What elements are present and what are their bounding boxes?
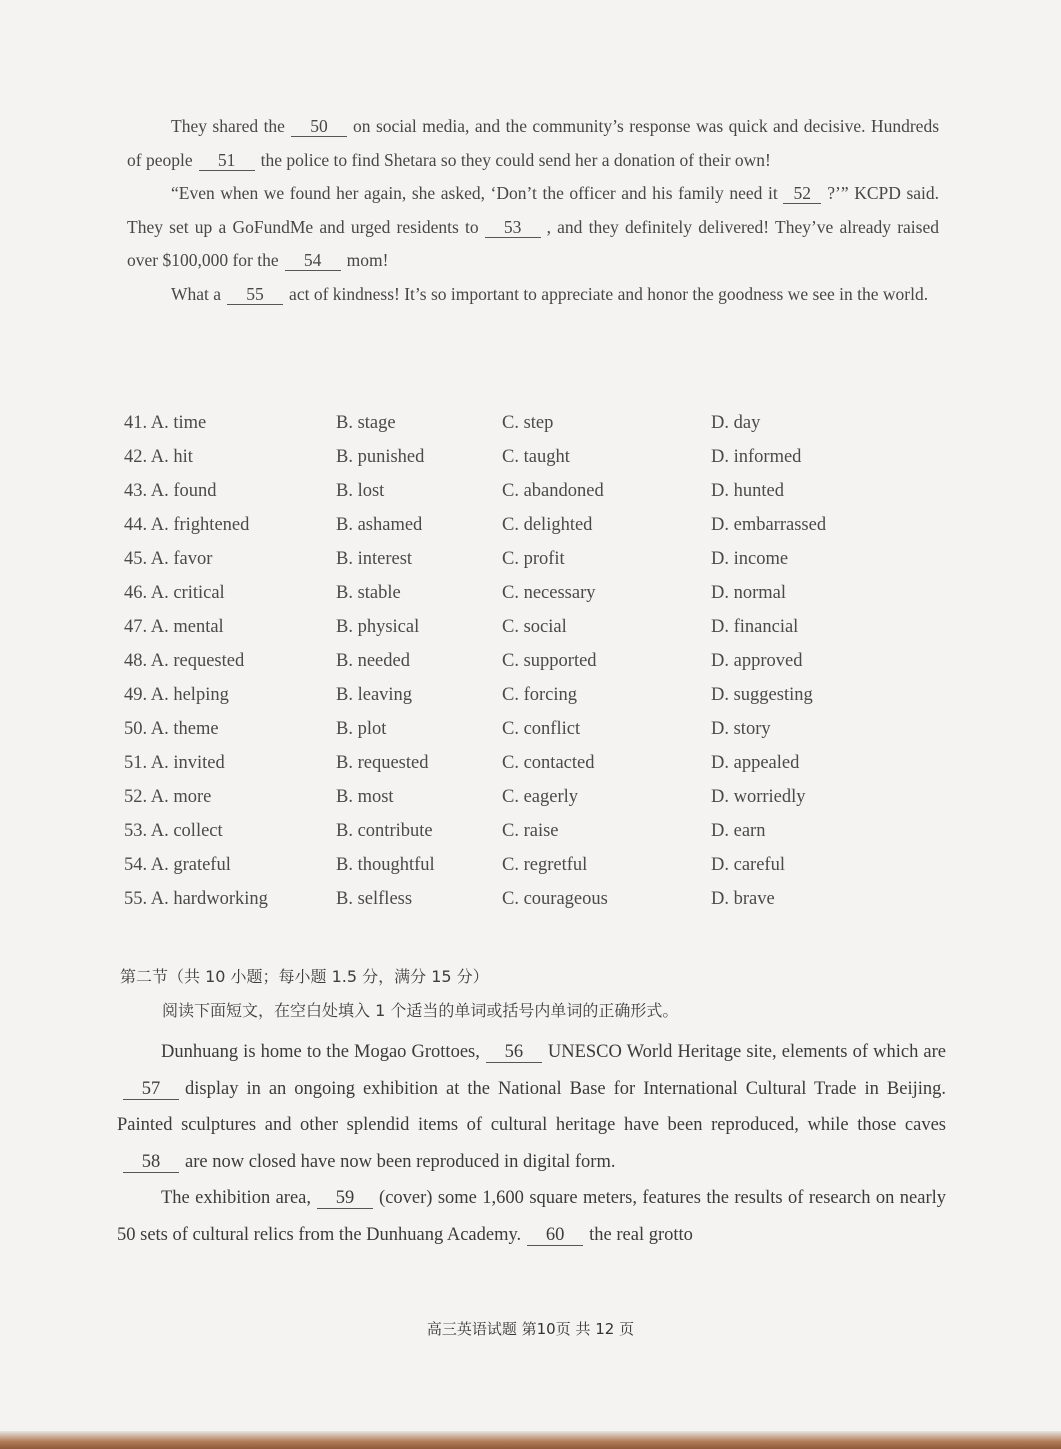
option-row bbox=[124, 753, 884, 787]
option-c: C. taught bbox=[502, 447, 570, 467]
text-segment: act of kindness! It’s so important to appreciate and honor the goodness we see in the world. bbox=[289, 283, 929, 304]
blank-51: 51 bbox=[199, 151, 255, 171]
option-d: D. careful bbox=[711, 855, 785, 875]
option-d: D. income bbox=[711, 549, 789, 569]
option-b: B. requested bbox=[336, 753, 429, 773]
text-segment: the police to find Shetara so they could send her a donation of their own! bbox=[260, 149, 771, 170]
option-b: B. physical bbox=[336, 617, 420, 637]
blank-59: 59 bbox=[317, 1189, 373, 1209]
option-row bbox=[124, 719, 884, 753]
option-c: C. step bbox=[502, 413, 554, 433]
option-d: D. approved bbox=[711, 651, 803, 671]
option-d: D. embarrassed bbox=[711, 515, 827, 535]
option-a: 47. A. mental bbox=[124, 617, 224, 637]
option-a: 50. A. theme bbox=[124, 719, 219, 739]
option-a: 51. A. invited bbox=[124, 753, 225, 773]
blank-58: 58 bbox=[123, 1153, 179, 1173]
option-row bbox=[124, 855, 884, 889]
option-row bbox=[124, 583, 884, 617]
option-d: D. financial bbox=[711, 617, 799, 637]
blank-54: 54 bbox=[285, 251, 341, 271]
option-b: B. plot bbox=[336, 719, 387, 739]
option-b: B. lost bbox=[336, 481, 385, 501]
option-row bbox=[124, 413, 884, 447]
option-c: C. raise bbox=[502, 821, 559, 841]
option-c: C. delighted bbox=[502, 515, 593, 535]
option-d: D. earn bbox=[711, 821, 766, 841]
option-c: C. forcing bbox=[502, 685, 578, 705]
option-row bbox=[124, 447, 884, 481]
option-c: C. social bbox=[502, 617, 567, 637]
option-b: B. ashamed bbox=[336, 515, 423, 535]
option-a: 53. A. collect bbox=[124, 821, 223, 841]
option-d: D. day bbox=[711, 413, 761, 433]
option-b: B. stage bbox=[336, 413, 396, 433]
text-segment: , and they definitely delivered! They’ve already raised over $100,000 for the bbox=[127, 216, 939, 270]
option-c: C. abandoned bbox=[502, 481, 604, 501]
passage-paragraph-2 bbox=[127, 177, 939, 278]
option-row bbox=[124, 617, 884, 651]
option-c: C. profit bbox=[502, 549, 565, 569]
blank-55: 55 bbox=[227, 285, 283, 305]
option-d: D. appealed bbox=[711, 753, 800, 773]
option-a: 49. A. helping bbox=[124, 685, 229, 705]
text-segment: mom! bbox=[346, 250, 389, 270]
option-a: 43. A. found bbox=[124, 481, 217, 501]
page-footer: 高三英语试题 第10页 共 12 页 bbox=[426, 1320, 635, 1338]
option-a: 48. A. requested bbox=[124, 651, 245, 671]
option-a: 42. A. hit bbox=[124, 447, 193, 467]
text-segment: The exhibition area, bbox=[161, 1188, 312, 1208]
option-c: C. conflict bbox=[502, 719, 581, 739]
option-row bbox=[124, 889, 884, 923]
text-segment: ?’” KCPD said. They set up a GoFundMe and urged residents to bbox=[127, 183, 940, 237]
section-instruction: 阅读下面短文，在空白处填入 1 个适当的单词或括号内单词的正确形式。 bbox=[162, 1001, 679, 1020]
option-row bbox=[124, 515, 884, 549]
option-row bbox=[124, 481, 884, 515]
blank-53: 53 bbox=[485, 218, 541, 238]
text-segment: the real grotto bbox=[589, 1224, 693, 1245]
text-segment: UNESCO World Heritage site, elements of which are bbox=[547, 1042, 947, 1062]
option-a: 54. A. grateful bbox=[124, 855, 231, 875]
option-b: B. selfless bbox=[336, 889, 413, 909]
option-d: D. normal bbox=[711, 583, 787, 603]
option-b: B. thoughtful bbox=[336, 855, 435, 875]
blank-57: 57 bbox=[123, 1080, 179, 1100]
option-b: B. most bbox=[336, 787, 394, 807]
passage-paragraph-3 bbox=[127, 278, 939, 312]
option-b: B. leaving bbox=[336, 685, 413, 705]
option-c: C. contacted bbox=[502, 753, 595, 773]
option-a: 44. A. frightened bbox=[124, 515, 250, 535]
option-b: B. stable bbox=[336, 583, 401, 603]
grammar-passage bbox=[117, 1034, 946, 1253]
text-segment: (cover) some 1,600 square meters, features the results of research on nearly 50 sets of cultural relics from the Dunhuang Academy. bbox=[117, 1188, 947, 1245]
option-c: C. regretful bbox=[502, 855, 588, 875]
option-row bbox=[124, 549, 884, 583]
option-b: B. needed bbox=[336, 651, 410, 671]
text-segment: on social media, and the community’s response was quick and decisive. Hundreds of people bbox=[127, 116, 940, 170]
text-segment: “Even when we found her again, she asked, ‘Don’t the officer and his family need it bbox=[171, 183, 778, 203]
text-segment: What a bbox=[171, 283, 222, 304]
option-row bbox=[124, 685, 884, 719]
option-row bbox=[124, 821, 884, 855]
option-d: D. suggesting bbox=[711, 685, 813, 705]
grammar-paragraph-2 bbox=[117, 1180, 946, 1253]
option-b: B. contribute bbox=[336, 821, 433, 841]
option-b: B. punished bbox=[336, 447, 425, 467]
option-a: 41. A. time bbox=[124, 413, 207, 433]
answer-options bbox=[124, 413, 884, 923]
option-row bbox=[124, 651, 884, 685]
option-row bbox=[124, 787, 884, 821]
blank-60: 60 bbox=[527, 1226, 583, 1246]
section-heading: 第二节（共 10 小题；每小题 1.5 分，满分 15 分） bbox=[120, 967, 489, 986]
text-segment: Dunhuang is home to the Mogao Grottoes, bbox=[161, 1042, 480, 1062]
passage-paragraph-1 bbox=[127, 110, 939, 177]
option-d: D. worriedly bbox=[711, 787, 806, 807]
option-b: B. interest bbox=[336, 549, 413, 569]
option-c: C. courageous bbox=[502, 889, 608, 909]
option-d: D. story bbox=[711, 719, 771, 739]
text-segment: display in an ongoing exhibition at the National Base for International Cultural Trade in Beijing. Painted sculptures and other splendid items of cultural heritage have been reproduced, while those caves bbox=[117, 1078, 946, 1135]
section-two bbox=[120, 960, 950, 1028]
option-a: 45. A. favor bbox=[124, 549, 213, 569]
option-d: D. hunted bbox=[711, 481, 784, 501]
blank-56: 56 bbox=[486, 1043, 542, 1063]
blank-52: 52 bbox=[783, 184, 821, 204]
blank-50: 50 bbox=[291, 117, 347, 137]
option-d: D. informed bbox=[711, 447, 802, 467]
text-segment: They shared the bbox=[171, 116, 285, 136]
text-segment: are now closed have now been reproduced in digital form. bbox=[185, 1151, 616, 1172]
page-edge bbox=[0, 1431, 1061, 1449]
option-a: 46. A. critical bbox=[124, 583, 225, 603]
option-a: 55. A. hardworking bbox=[124, 889, 268, 909]
reading-passage-top bbox=[127, 110, 939, 311]
grammar-paragraph-1 bbox=[117, 1034, 946, 1180]
option-c: C. supported bbox=[502, 651, 597, 671]
option-a: 52. A. more bbox=[124, 787, 212, 807]
option-c: C. eagerly bbox=[502, 787, 579, 807]
option-d: D. brave bbox=[711, 889, 775, 909]
option-c: C. necessary bbox=[502, 583, 596, 603]
